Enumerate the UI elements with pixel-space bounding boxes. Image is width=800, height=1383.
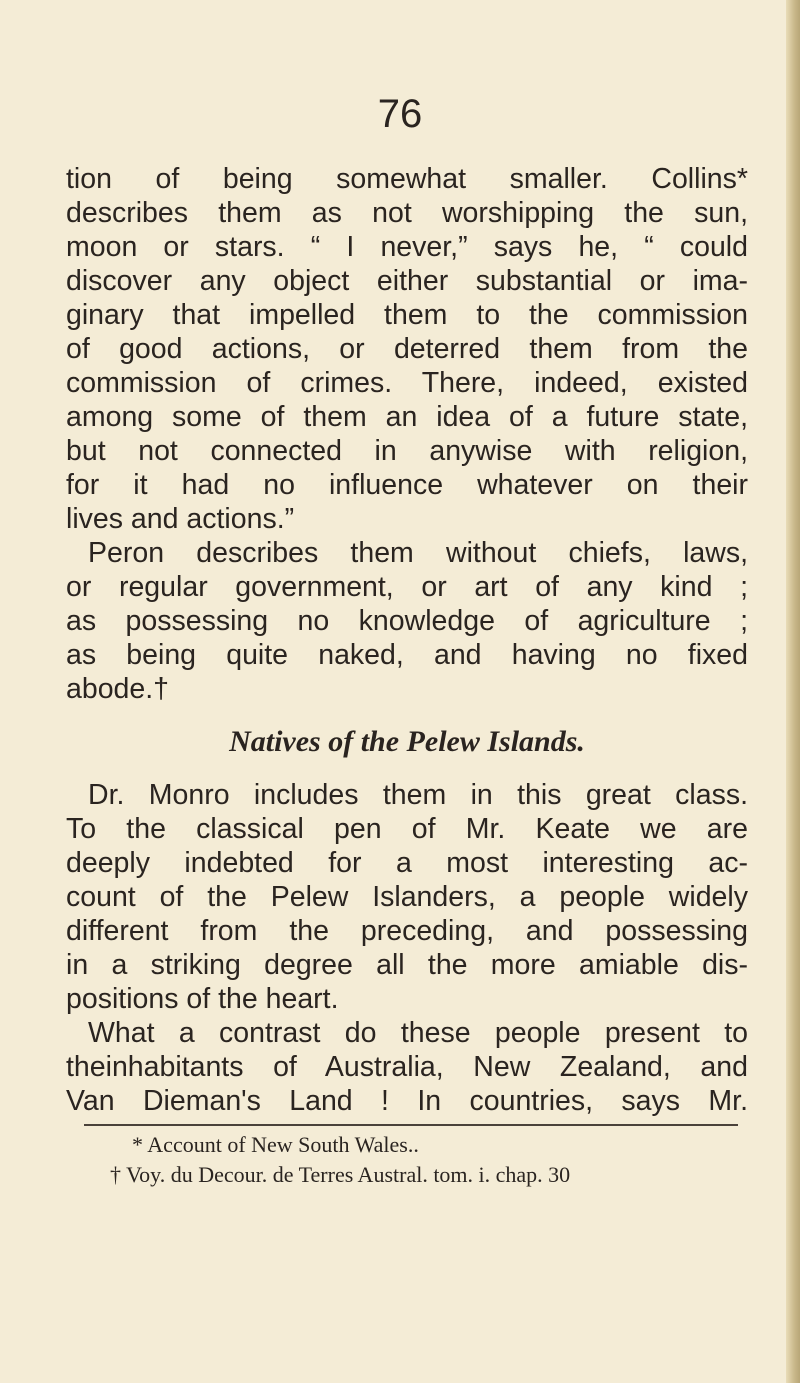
text-line: Peron describes them without chiefs, laws, (88, 537, 748, 569)
text-line: Van Dieman's Land ! In countries, says Mr. (66, 1085, 748, 1117)
footnote: † Voy. du Decour. de Terres Austral. tom. i. chap. 30 (110, 1162, 571, 1187)
text-line: describes them as not worshipping the sun, (66, 197, 748, 229)
text-line: count of the Pelew Islanders, a people widely (66, 881, 748, 913)
section-heading: Natives of the Pelew Islands. (229, 725, 585, 758)
text-line: tion of being somewhat smaller. Collins* (66, 163, 748, 195)
text-line: lives and actions.” (66, 503, 295, 535)
page-edge (786, 0, 800, 1383)
text-line: but not connected in anywise with religion, (66, 435, 748, 467)
text-line: as being quite naked, and having no fixed (66, 639, 748, 671)
text-line: ginary that impelled them to the commission (66, 299, 748, 331)
text-line: To the classical pen of Mr. Keate we are (66, 813, 748, 845)
text-line: What a contrast do these people present to (88, 1017, 748, 1049)
text-line: in a striking degree all the more amiable dis- (66, 949, 748, 981)
footnote: * Account of New South Wales.. (132, 1132, 419, 1157)
text-line: deeply indebted for a most interesting ac- (66, 847, 748, 879)
text-line: different from the preceding, and possessing (66, 915, 748, 947)
text-line: for it had no influence whatever on their (66, 469, 748, 501)
text-line: discover any object either substantial or ima- (66, 265, 748, 297)
body-text (66, 162, 748, 1118)
footnotes (110, 1130, 750, 1190)
text-line: as possessing no knowledge of agriculture ; (66, 605, 748, 637)
text-line: theinhabitants of Australia, New Zealand, and (66, 1051, 748, 1083)
text-line: Dr. Monro includes them in this great class. (88, 779, 748, 811)
footnote-rule (84, 1124, 738, 1126)
text-line: abode.† (66, 673, 170, 705)
text-line: of good actions, or deterred them from the (66, 333, 748, 365)
page-number: 76 (377, 92, 423, 136)
text-line: commission of crimes. There, indeed, existed (66, 367, 748, 399)
text-line: or regular government, or art of any kind ; (66, 571, 748, 603)
text-line: among some of them an idea of a future state, (66, 401, 748, 433)
text-line: moon or stars. “ I never,” says he, “ could (66, 231, 748, 263)
text-line: positions of the heart. (66, 983, 339, 1015)
